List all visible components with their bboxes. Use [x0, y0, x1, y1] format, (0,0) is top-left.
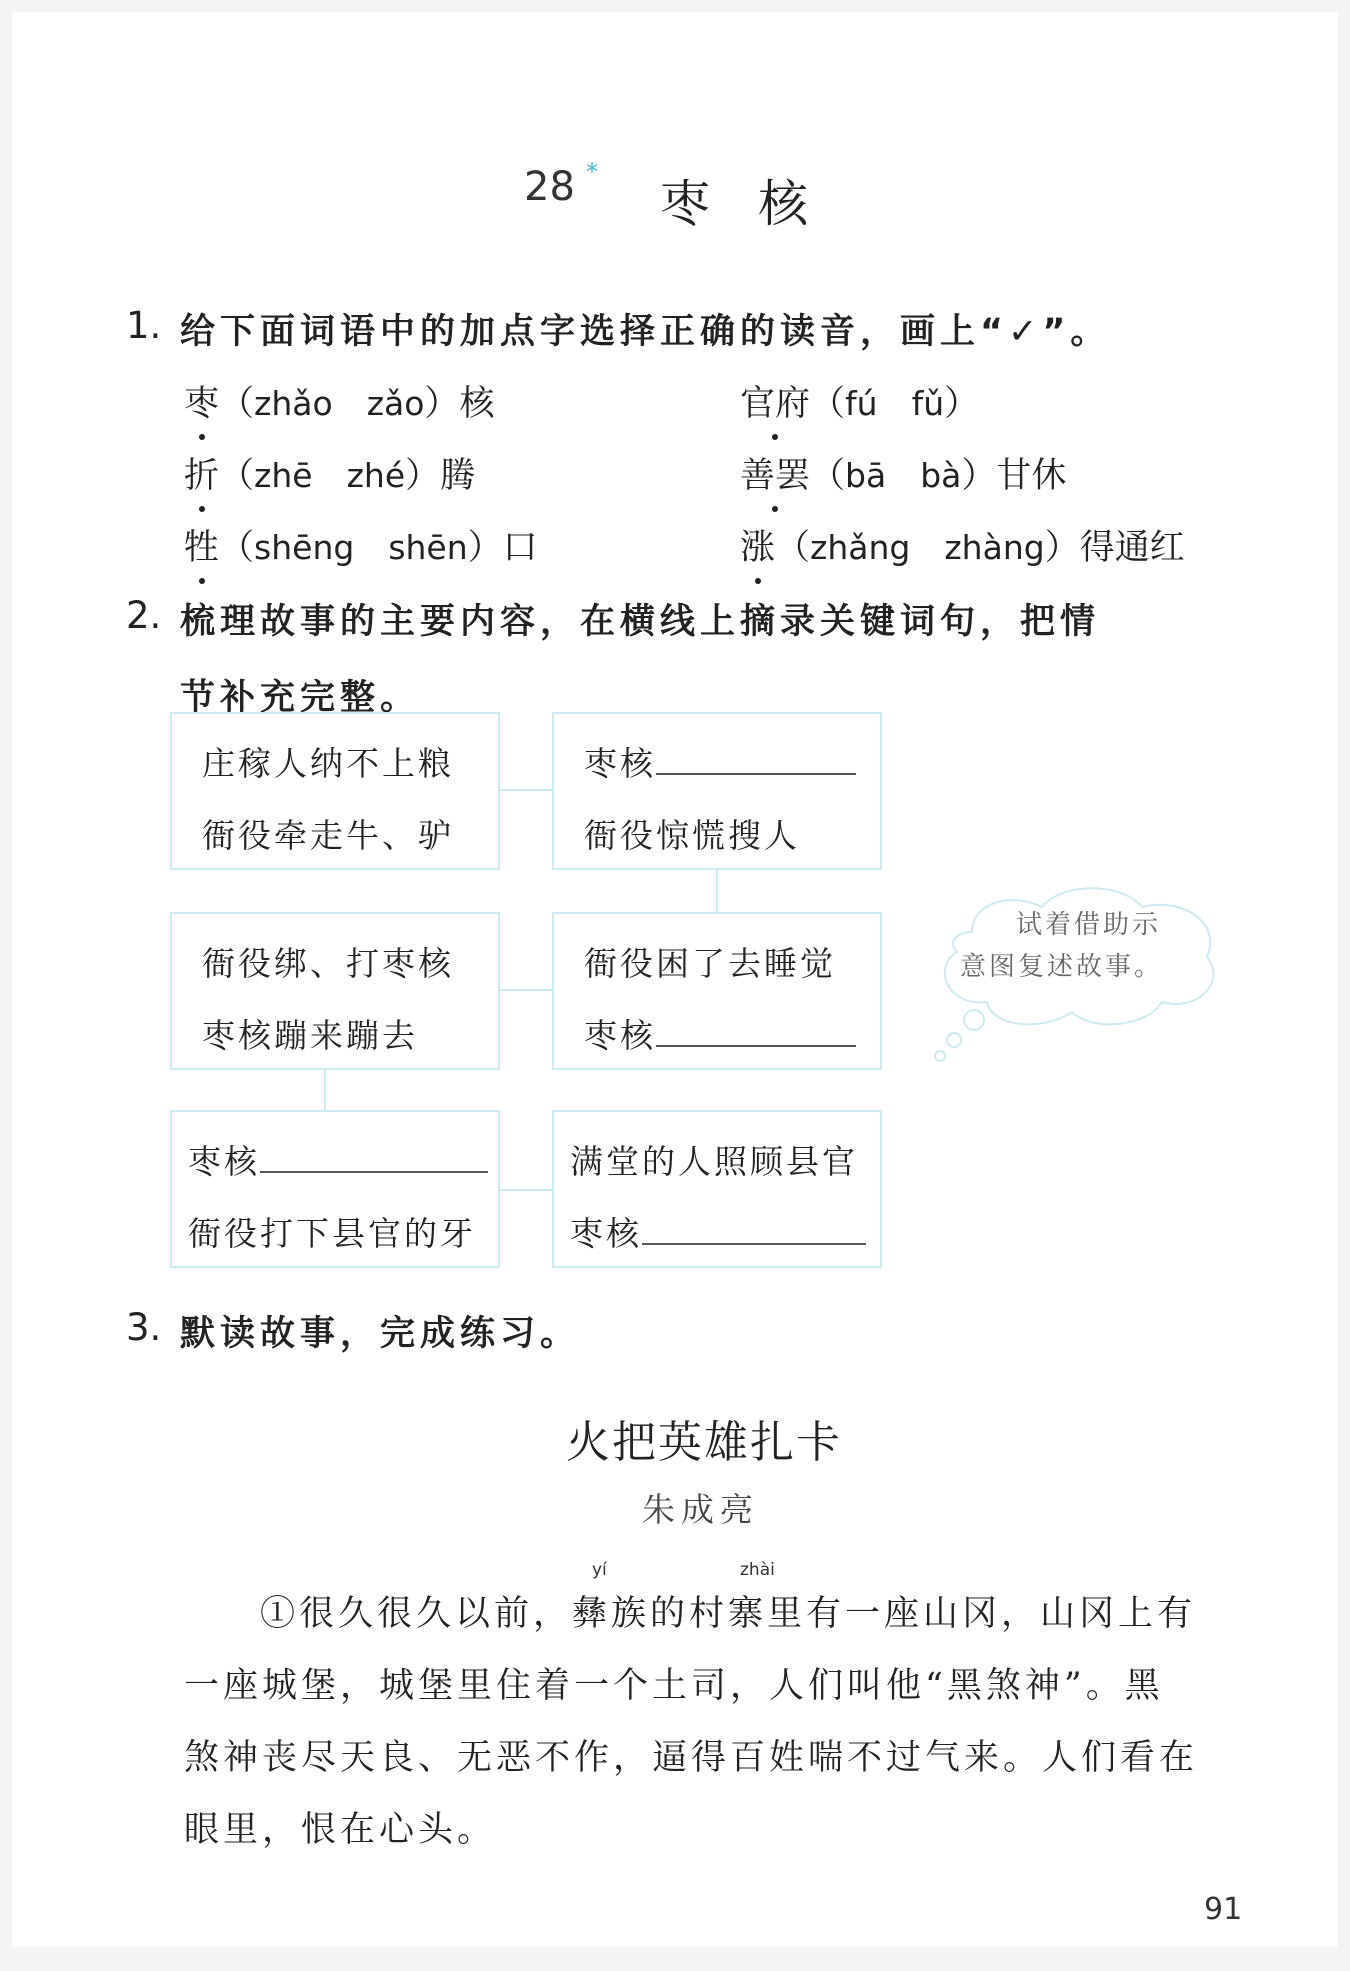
flow-box-2	[552, 712, 882, 870]
tip-text-line1: 试着借助示	[1016, 910, 1162, 940]
word-rest: 甘休	[996, 456, 1067, 496]
pinyin-option[interactable]: bà	[920, 456, 962, 495]
pinyin-option[interactable]: zhǎng	[810, 528, 911, 567]
pinyin-option[interactable]: zhǎo	[254, 384, 333, 423]
dotted-char: 涨	[740, 520, 775, 570]
dotted-char: 牲	[184, 520, 219, 570]
q1-text: 给下面词语中的加点字选择正确的读音，画上“✓”。	[180, 312, 1111, 352]
flow-box-text: 枣核	[188, 1142, 260, 1181]
dotted-char: 折	[184, 448, 219, 498]
ruby-pinyin: zhài	[740, 1560, 775, 1580]
word-rest: 口	[502, 528, 538, 568]
q1-item-5: 牲（shēng shēn）口	[184, 520, 538, 570]
story-paragraph-line: 一座城堡，城堡里住着一个土司，人们叫他“黑煞神”。黑	[184, 1666, 1164, 1706]
q2-number: 2.	[126, 594, 162, 637]
arrow-right	[500, 789, 552, 791]
story-paragraph-line: 眼里，恨在心头。	[184, 1810, 497, 1850]
flow-box-text: 衙役困了去睡觉	[584, 944, 836, 983]
q1-item-6: 涨（zhǎng zhàng）得通红	[740, 520, 1185, 570]
page-number: 91	[1204, 1892, 1243, 1927]
flow-box-4	[170, 912, 500, 1070]
flow-box-text: 衙役绑、打枣核	[202, 944, 454, 983]
dotted-char: 善罢	[740, 448, 810, 498]
story-author: 朱成亮	[642, 1490, 759, 1529]
story-paragraph-line: 煞神丧尽天良、无恶不作，逼得百姓喘不过气来。人们看在	[184, 1738, 1199, 1778]
arrow-left	[500, 989, 552, 991]
pinyin-option[interactable]: zǎo	[366, 384, 425, 423]
flow-box-6	[552, 1110, 882, 1268]
word-rest: 腾	[440, 456, 476, 496]
pinyin-option[interactable]: shēn	[388, 528, 468, 567]
flow-box-text: 枣核蹦来蹦去	[202, 1016, 418, 1055]
q2-text-line1: 梳理故事的主要内容，在横线上摘录关键词句，把情	[180, 602, 1101, 642]
pinyin-option[interactable]: zhàng	[944, 528, 1045, 567]
story-title: 火把英雄扎卡	[566, 1417, 842, 1468]
q1-number: 1.	[126, 304, 162, 347]
arrow-down	[716, 870, 718, 912]
q2-text-line2: 节补充完整。	[180, 678, 421, 718]
lesson-number: 28	[524, 164, 575, 210]
pinyin-option[interactable]: fǔ	[911, 384, 945, 423]
flow-box-5	[170, 1110, 500, 1268]
ruby-pinyin: yí	[592, 1560, 607, 1580]
answer-blank[interactable]	[642, 1217, 866, 1245]
workbook-page	[12, 12, 1338, 1947]
word-rest: 得通红	[1079, 528, 1185, 568]
flow-box-3	[552, 912, 882, 1070]
flow-box-text: 枣核	[584, 1016, 656, 1055]
flow-box-text: 枣核	[584, 744, 656, 783]
pinyin-option[interactable]: zhē	[254, 456, 313, 495]
pinyin-option[interactable]: zhé	[346, 456, 406, 495]
arrow-down	[324, 1070, 326, 1110]
q1-item-4: 善罢（bā bà）甘休	[740, 448, 1066, 498]
flow-box-text: 庄稼人纳不上粮	[202, 744, 454, 783]
dotted-char: 官府	[740, 376, 810, 426]
pinyin-option[interactable]: fú	[845, 384, 878, 423]
q3-text: 默读故事，完成练习。	[180, 1314, 581, 1354]
answer-blank[interactable]	[260, 1145, 488, 1173]
tip-text-line2: 意图复述故事。	[960, 952, 1164, 982]
q3-number: 3.	[126, 1306, 162, 1349]
story-paragraph-line: ①很久很久以前，彝族的村寨里有一座山冈，山冈上有	[260, 1594, 1197, 1634]
flow-box-text: 枣核	[570, 1214, 642, 1253]
pinyin-option[interactable]: shēng	[254, 528, 355, 567]
flow-box-text: 衙役惊慌搜人	[584, 816, 800, 855]
answer-blank[interactable]	[656, 1019, 856, 1047]
q1-item-3: 折（zhē zhé）腾	[184, 448, 475, 498]
lesson-star-mark: *	[586, 158, 598, 186]
flow-box-text: 满堂的人照顾县官	[570, 1142, 858, 1181]
arrow-right	[500, 1189, 552, 1191]
q1-item-1: 枣（zhǎo zǎo）核	[184, 376, 494, 426]
flow-box-text: 衙役打下县官的牙	[188, 1214, 476, 1253]
flow-box-text: 衙役牵走牛、驴	[202, 816, 454, 855]
answer-blank[interactable]	[656, 747, 856, 775]
dotted-char: 枣	[184, 376, 219, 426]
lesson-title: 枣核	[660, 175, 856, 233]
word-rest: 核	[459, 384, 495, 424]
q1-item-2: 官府（fú fǔ）	[740, 376, 979, 426]
flow-box-1	[170, 712, 500, 870]
pinyin-option[interactable]: bā	[845, 456, 887, 495]
